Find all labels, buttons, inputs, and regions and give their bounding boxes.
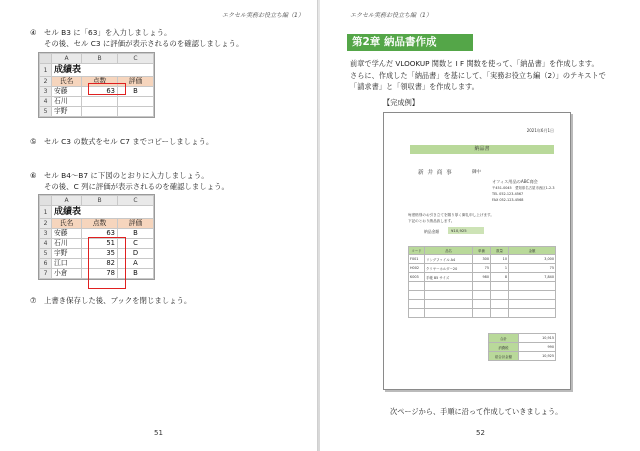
cell: H002 xyxy=(409,264,425,273)
name-cell: 安藤 xyxy=(52,229,82,239)
totals-table xyxy=(488,333,556,361)
corner-cell xyxy=(40,54,52,64)
grade-cell: B xyxy=(118,269,154,279)
table-row xyxy=(409,255,556,264)
step-text: セル B3 に「63」を入力しましょう。 xyxy=(44,28,172,37)
message-line: 下記のとおり納品致します。 xyxy=(408,218,455,223)
table-row xyxy=(489,334,556,343)
corner-cell xyxy=(40,196,52,206)
right-page xyxy=(320,0,640,451)
name-cell: 石川 xyxy=(52,239,82,249)
spreadsheet-screenshot-2 xyxy=(38,194,155,280)
score-cell xyxy=(82,97,118,107)
company-fax: FAX 052-123-4568 xyxy=(492,198,524,202)
name-cell: 小倉 xyxy=(52,269,82,279)
grade-cell: A xyxy=(118,259,154,269)
column-header: A xyxy=(52,54,82,64)
score-cell: 51 xyxy=(82,239,118,249)
cell: 300 xyxy=(473,255,491,264)
step-6 xyxy=(30,170,229,192)
cell: リングファイル A4 xyxy=(425,255,473,264)
left-page xyxy=(0,0,318,451)
score-cell: 63 xyxy=(82,229,118,239)
items-table xyxy=(408,246,556,318)
step-text: セル C3 の数式をセル C7 までコピーしましょう。 xyxy=(44,137,214,146)
sheet-title: 成績表 xyxy=(52,64,154,77)
step-7 xyxy=(30,295,191,306)
cell: 980 xyxy=(473,273,491,282)
items-header: 金額 xyxy=(509,247,556,255)
grade-cell: B xyxy=(118,87,154,97)
step-5 xyxy=(30,136,213,147)
step-text: 上書き保存した後、ブックを閉じましょう。 xyxy=(44,296,192,305)
cell: 7,840 xyxy=(509,273,556,282)
delivery-note-sample xyxy=(383,112,571,390)
row-header: 4 xyxy=(40,97,52,107)
step-number: ⑥ xyxy=(30,171,37,180)
score-cell: 63 xyxy=(82,87,118,97)
total-value: 990 xyxy=(519,343,556,352)
honorific: 御中 xyxy=(472,170,481,175)
document-title: 納品書 xyxy=(410,145,554,154)
row-header: 5 xyxy=(40,107,52,117)
company-address: 〒451-0045 愛知県名古屋市西区1-2-3 xyxy=(492,186,555,190)
column-header: C xyxy=(118,54,154,64)
row-header: 3 xyxy=(40,229,52,239)
header-cell: 点数 xyxy=(82,219,118,229)
row-header: 4 xyxy=(40,239,52,249)
sheet-title: 成績表 xyxy=(52,206,154,219)
row-header: 1 xyxy=(40,64,52,77)
column-header: B xyxy=(82,54,118,64)
column-header: C xyxy=(118,196,154,206)
running-head: エクセル実務お役立ち編（1） xyxy=(350,12,432,19)
items-header: 品名 xyxy=(425,247,473,255)
amount-label: 納品金額 xyxy=(424,229,440,234)
table-row xyxy=(409,309,556,318)
example-caption: 【完成例】 xyxy=(383,98,419,107)
score-cell: 82 xyxy=(82,259,118,269)
header-cell: 氏名 xyxy=(52,219,82,229)
cell: 8 xyxy=(491,273,509,282)
cell: K003 xyxy=(409,273,425,282)
page-number: 51 xyxy=(154,429,163,437)
spreadsheet-screenshot-1 xyxy=(38,52,155,118)
name-cell: 宇野 xyxy=(52,107,82,117)
cell: 75 xyxy=(473,264,491,273)
table-row xyxy=(409,282,556,291)
score-cell: 35 xyxy=(82,249,118,259)
next-steps-text: 次ページから、手順に沿って作成していきましょう。 xyxy=(390,407,563,416)
company-tel: TEL 052-123-4567 xyxy=(492,192,524,196)
step-4 xyxy=(30,27,243,49)
table-row xyxy=(409,291,556,300)
column-header: B xyxy=(82,196,118,206)
row-header: 6 xyxy=(40,259,52,269)
items-header: 単価 xyxy=(473,247,491,255)
amount-value: ¥10,925 xyxy=(448,227,484,234)
name-cell: 石川 xyxy=(52,97,82,107)
table-row xyxy=(409,273,556,282)
grade-cell: C xyxy=(118,239,154,249)
name-cell: 宇野 xyxy=(52,249,82,259)
intro-line: 前章で学んだ VLOOKUP 関数と I F 関数を使って、「納品書」を作成します。 xyxy=(350,59,599,68)
row-header: 1 xyxy=(40,206,52,219)
page-number: 52 xyxy=(476,429,485,437)
message-line: 毎度格別のお引き立てを賜り厚く御礼申し上げます。 xyxy=(408,213,494,217)
score-cell: 78 xyxy=(82,269,118,279)
items-header: コード xyxy=(409,247,425,255)
header-cell: 点数 xyxy=(82,77,118,87)
items-header: 数量 xyxy=(491,247,509,255)
row-header: 3 xyxy=(40,87,52,97)
company-block xyxy=(492,179,555,203)
running-head: エクセル実務お役立ち編（1） xyxy=(222,12,304,19)
step-text: セル B4～B7 に下図のとおりに入力しましょう。 xyxy=(44,171,209,180)
cell: 75 xyxy=(509,264,556,273)
cell: 1 xyxy=(491,264,509,273)
score-cell xyxy=(82,107,118,117)
total-label: 合計 xyxy=(489,334,519,343)
row-header: 7 xyxy=(40,269,52,279)
cell: 手帳 B5 サイズ xyxy=(425,273,473,282)
total-label: 総合計金額 xyxy=(489,352,519,361)
table-row xyxy=(409,300,556,309)
total-value: 10,925 xyxy=(519,352,556,361)
grade-cell xyxy=(118,107,154,117)
name-cell: 江口 xyxy=(52,259,82,269)
grade-cell xyxy=(118,97,154,107)
grade-cell: D xyxy=(118,249,154,259)
total-value: 10,915 xyxy=(519,334,556,343)
table-row xyxy=(489,343,556,352)
row-header: 5 xyxy=(40,249,52,259)
customer-name: 新 井 商 事 xyxy=(418,170,453,176)
step-number: ④ xyxy=(30,28,37,37)
column-header: A xyxy=(52,196,82,206)
step-text: その後、C 列に評価が表示されるのを確認しましょう。 xyxy=(44,182,229,191)
company-name: オフィス用品のABC商会 xyxy=(492,179,538,184)
name-cell: 安藤 xyxy=(52,87,82,97)
chapter-title: 第2章 納品書作成 xyxy=(347,34,473,51)
step-text: その後、セル C3 に評価が表示されるのを確認しましょう。 xyxy=(44,39,244,48)
cell: 10 xyxy=(491,255,509,264)
cell: クリヤーホルダー20 xyxy=(425,264,473,273)
grade-cell: B xyxy=(118,229,154,239)
cell: 3,000 xyxy=(509,255,556,264)
header-cell: 評価 xyxy=(118,219,154,229)
intro-paragraph xyxy=(350,58,606,93)
table-row xyxy=(409,264,556,273)
step-number: ⑦ xyxy=(30,296,37,305)
intro-line: さらに、作成した「納品書」を基にして、「実務お役立ち編（2）」のテキストで xyxy=(350,70,606,80)
row-header: 2 xyxy=(40,219,52,229)
cell: F001 xyxy=(409,255,425,264)
header-cell: 評価 xyxy=(118,77,154,87)
greeting-message xyxy=(408,213,494,224)
issue-date: 2021年6月1日 xyxy=(526,128,554,133)
step-number: ⑤ xyxy=(30,137,37,146)
intro-line: 「請求書」と「領収書」を作成します。 xyxy=(350,82,479,91)
row-header: 2 xyxy=(40,77,52,87)
total-label: 消費税 xyxy=(489,343,519,352)
table-row xyxy=(489,352,556,361)
header-cell: 氏名 xyxy=(52,77,82,87)
